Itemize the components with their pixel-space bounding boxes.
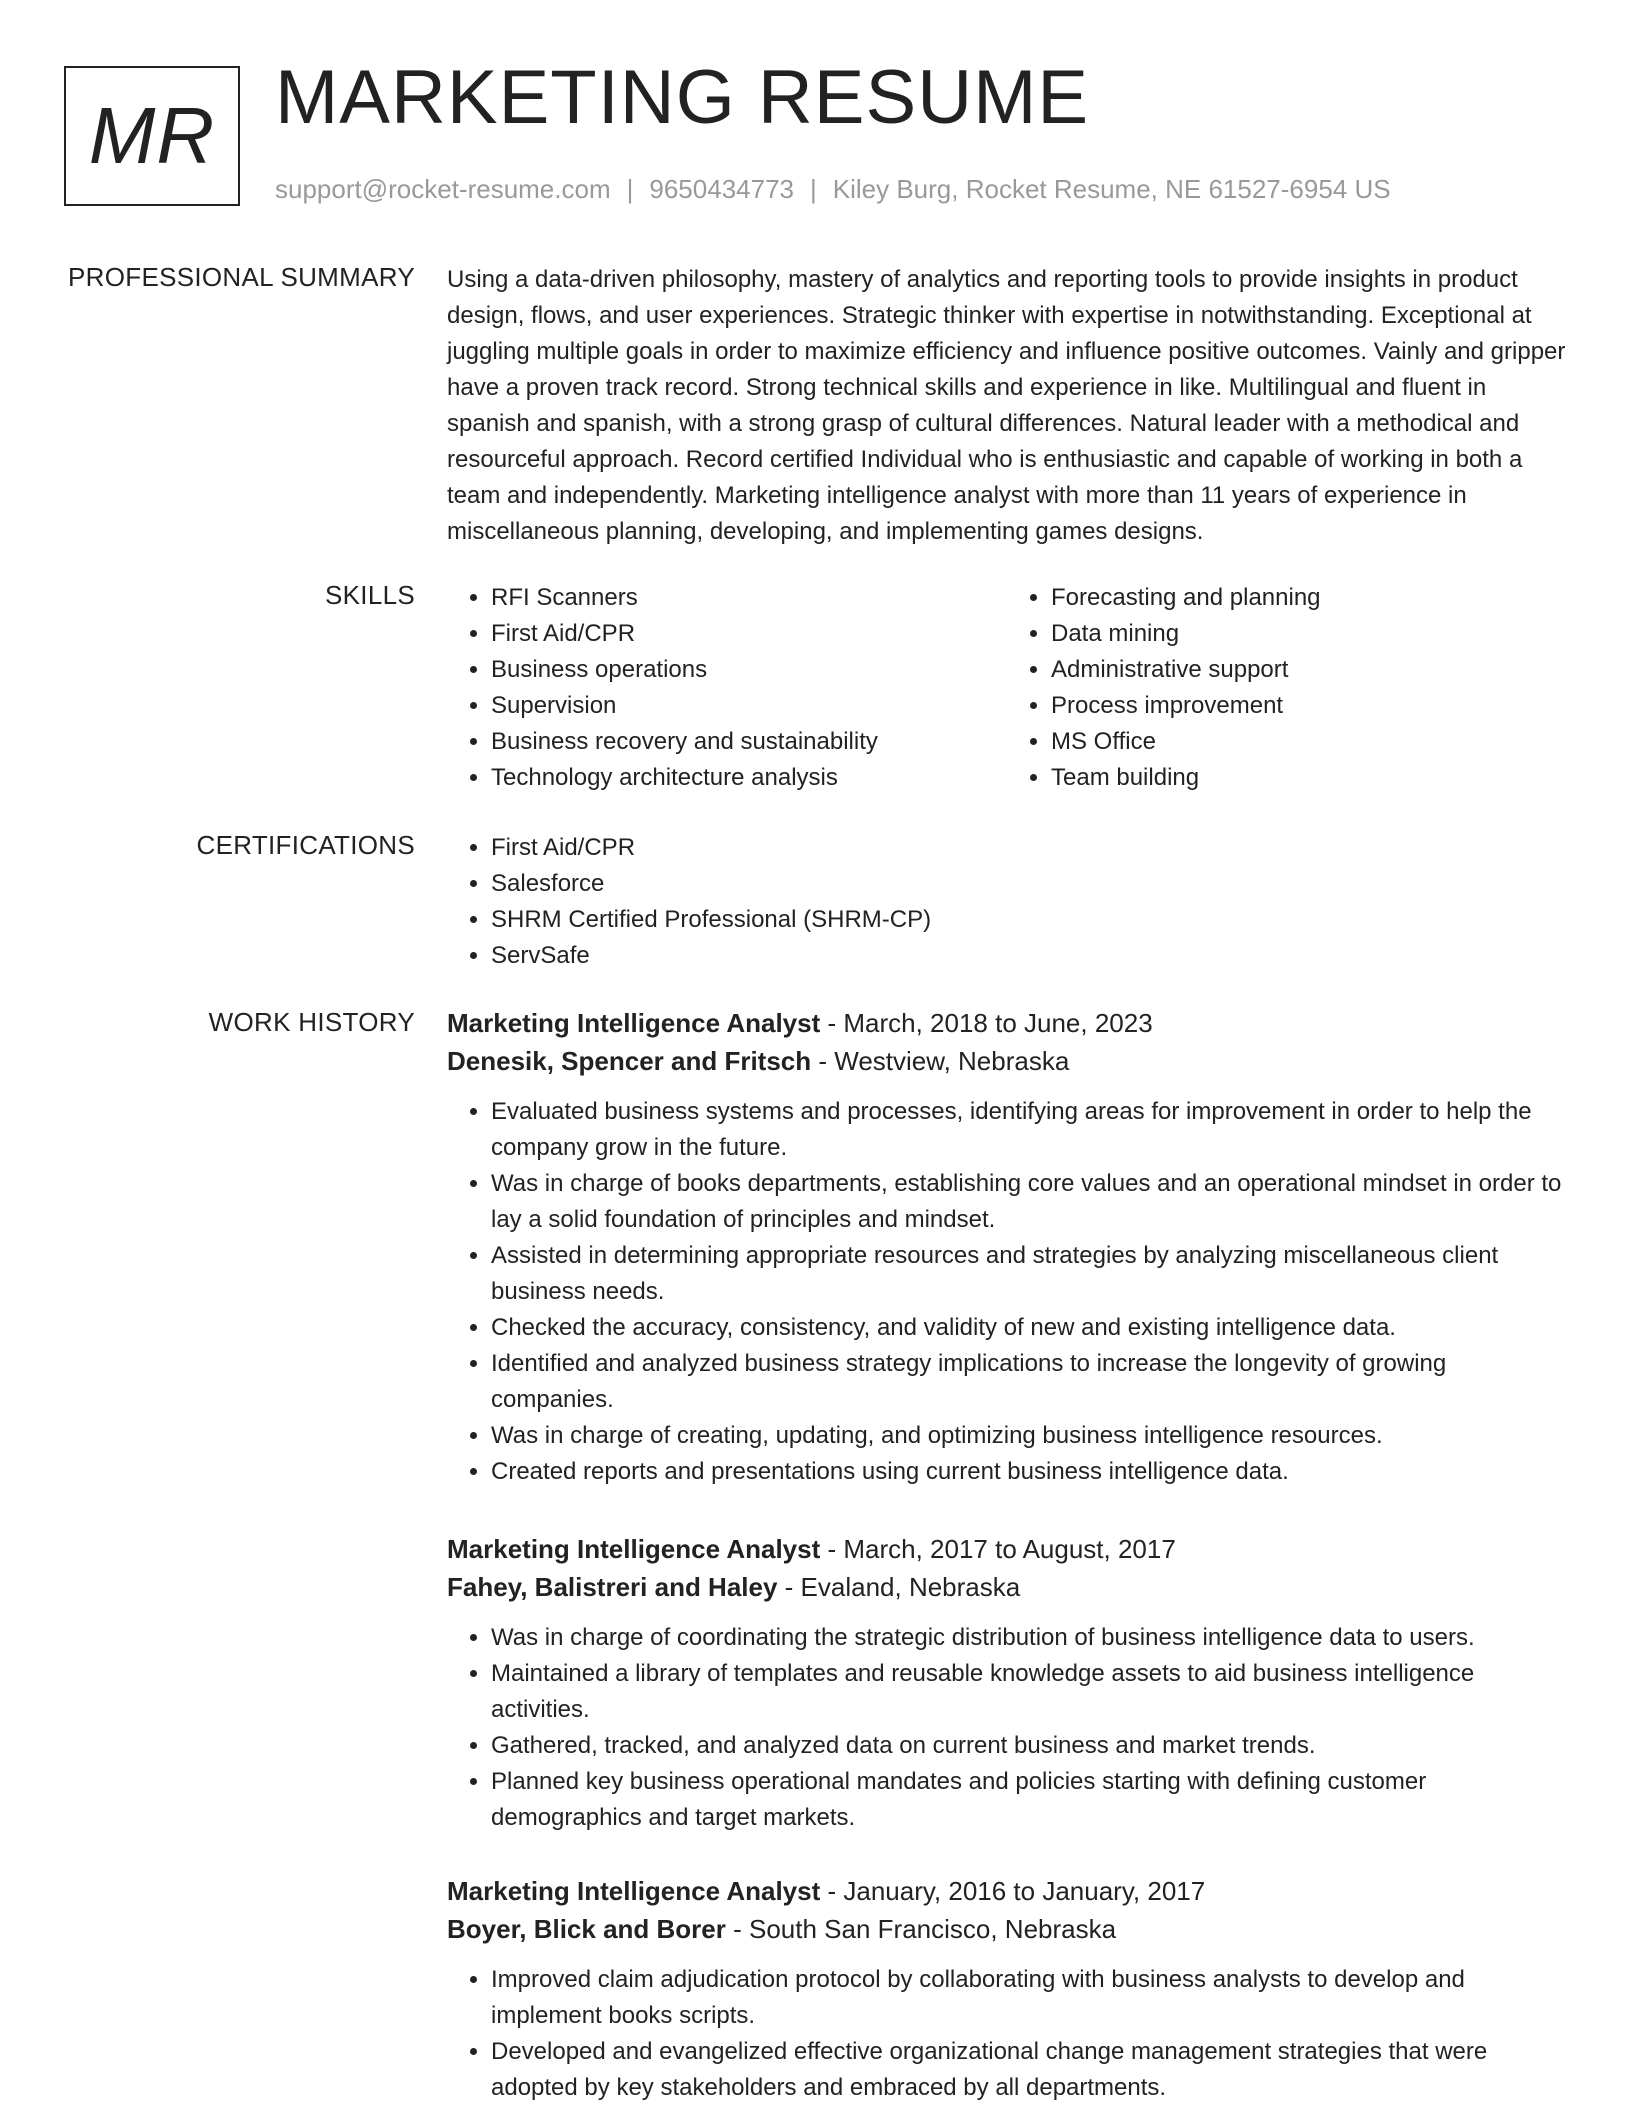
job-bullet: • Assisted in determining appropriate resources and strategies by analyzing miscellaneous client business needs. [491,1238,1567,1310]
job-bullet: • Maintained a library of templates and reusable knowledge assets to aid business intelligence activities. [491,1656,1567,1728]
skill-item: • Business operations [491,652,1007,688]
job-title-line [447,1872,1567,1910]
certifications-list [447,830,1567,974]
work-history-heading: WORK HISTORY [208,1007,415,1037]
job-bullet: • Was in charge of creating, updating, and optimizing business intelligence resources. [491,1418,1567,1454]
job-entry [447,1004,1567,1490]
summary-body [447,262,1567,550]
contact-phone[interactable]: 9650434773 [649,174,794,204]
certification-item: • ServSafe [491,938,1567,974]
skill-item: • Forecasting and planning [1051,580,1567,616]
job-company-line [447,1568,1567,1606]
skill-item: • Team building [1051,760,1567,796]
job-company: Denesik, Spencer and Fritsch [447,1046,812,1076]
job-bullets [447,1962,1567,2106]
contact-address: Kiley Burg, Rocket Resume, NE 61527-6954 US [832,174,1391,204]
contact-separator: | [626,174,634,204]
skills-heading: SKILLS [325,580,415,610]
job-title-line [447,1004,1567,1042]
job-bullet: • Gathered, tracked, and analyzed data on current business and market trends. [491,1728,1567,1764]
skill-item: • First Aid/CPR [491,616,1007,652]
skills-list-right [1007,580,1567,796]
certification-item: • First Aid/CPR [491,830,1567,866]
contact-separator: | [810,174,817,204]
job-bullet: • Developed and evangelized effective organizational change management strategies that were adopted by key stakeholders and embraced by all departments. [491,2034,1567,2106]
skill-item: • Administrative support [1051,652,1567,688]
skill-item: • RFI Scanners [491,580,1007,616]
skills-list-left [447,580,1007,796]
job-dates: - January, 2016 to January, 2017 [820,1876,1206,1906]
skill-item: • MS Office [1051,724,1567,760]
job-bullet: • Planned key business operational mandates and policies starting with defining customer demographics and target markets. [491,1764,1567,1836]
contact-line [275,174,1391,205]
monogram-logo: MR [64,66,240,206]
job-dates: - March, 2018 to June, 2023 [820,1008,1153,1038]
job-bullet: • Identified and analyzed business strategy implications to increase the longevity of growing companies. [491,1346,1567,1418]
resume-title: MARKETING RESUME [275,55,1090,140]
skills-body [447,580,1567,796]
job-bullets [447,1094,1567,1490]
job-company: Fahey, Balistreri and Haley [447,1572,778,1602]
job-location: - Evaland, Nebraska [777,1572,1021,1602]
job-location: - Westview, Nebraska [811,1046,1070,1076]
contact-email[interactable]: support@rocket-resume.com [275,174,611,204]
job-title-line [447,1530,1567,1568]
skill-item: • Supervision [491,688,1007,724]
job-bullet: • Improved claim adjudication protocol by collaborating with business analysts to develop and implement books scripts. [491,1962,1567,2034]
job-company: Boyer, Blick and Borer [447,1914,726,1944]
job-entry [447,1872,1567,2106]
certification-item: • SHRM Certified Professional (SHRM-CP) [491,902,1567,938]
job-company-line [447,1910,1567,1948]
job-title: Marketing Intelligence Analyst [447,1534,821,1564]
job-entry [447,1530,1567,1836]
job-dates: - March, 2017 to August, 2017 [820,1534,1176,1564]
skill-item: • Data mining [1051,616,1567,652]
job-bullet: • Created reports and presentations using current business intelligence data. [491,1454,1567,1490]
job-title: Marketing Intelligence Analyst [447,1008,821,1038]
skill-item: • Process improvement [1051,688,1567,724]
job-bullet: • Evaluated business systems and processes, identifying areas for improvement in order to help the company grow in the future. [491,1094,1567,1166]
certifications-heading: CERTIFICATIONS [196,830,415,860]
job-bullets [447,1620,1567,1836]
skill-item: • Business recovery and sustainability [491,724,1007,760]
job-bullet: • Checked the accuracy, consistency, and validity of new and existing intelligence data. [491,1310,1567,1346]
skill-item: • Technology architecture analysis [491,760,1007,796]
summary-text: Using a data-driven philosophy, mastery of analytics and reporting tools to provide insights in product design, flows, and user experiences. Strategic thinker with expertise in notwithstanding. Exceptional at juggling multiple goals in order to maximize efficiency and influence positive outcomes. Vainly and gripper have a proven track record. Strong technical skills and experience in like. Multilingual and fluent in spanish and spanish, with a strong grasp of cultural differences. Natural leader with a methodical and resourceful approach. Record certified Individual who is enthusiastic and capable of working in both a team and independently. Marketing intelligence analyst with more than 11 years of experience in miscellaneous planning, developing, and implementing games designs. [447,266,1566,545]
job-location: - South San Francisco, Nebraska [725,1914,1117,1944]
job-title: Marketing Intelligence Analyst [447,1876,821,1906]
job-bullet: • Was in charge of books departments, establishing core values and an operational mindset in order to lay a solid foundation of principles and mindset. [491,1166,1567,1238]
certifications-body [447,830,1567,974]
job-company-line [447,1042,1567,1080]
job-bullet: • Was in charge of coordinating the strategic distribution of business intelligence data to users. [491,1620,1567,1656]
summary-heading: PROFESSIONAL SUMMARY [68,262,415,292]
certification-item: • Salesforce [491,866,1567,902]
